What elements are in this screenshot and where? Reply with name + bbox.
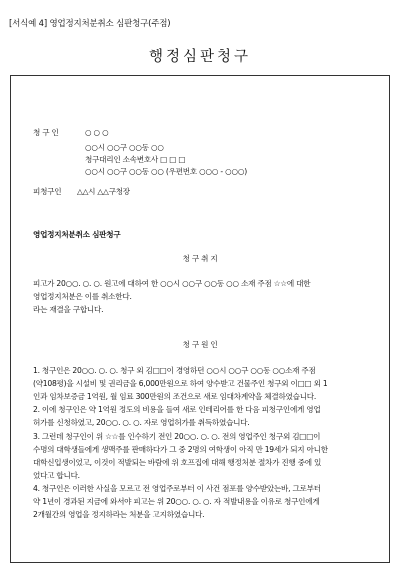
claimant-agent: 청구대리인 소속변호사 □ □ □ <box>85 155 186 164</box>
reason-line: (약108평)을 시설비 및 권리금을 6,000만원으로 하여 양수받고 건물주인 청구외 이□□ 외 1 <box>33 379 328 388</box>
reasons-heading: 청 구 원 인 <box>182 340 218 349</box>
purpose-line: 라는 재결을 구합니다. <box>33 305 104 314</box>
reason-line: 인과 임차보증금 1억원, 월 임료 300만원의 조건으로 새로 임대차계약을 체결하였습니다. <box>33 392 317 401</box>
reason-line: 2개월간의 영업을 정지하라는 처분을 고지하였습니다. <box>33 510 205 519</box>
reason-line: 2. 이에 청구인은 약 1억원 정도의 비용을 들여 새로 인테리어를 한 다음 피청구인에게 영업 <box>33 405 321 414</box>
reason-line: 1. 청구인은 20○○. ○. ○. 청구 외 김□□이 경영하던 ○○시 ○○구 ○○동 ○○소재 주점 <box>33 366 316 375</box>
reason-line: 대학신입생이었고, 이것이 적발되는 바람에 위 호프집에 대해 행정처분 절차가 진행 중에 있 <box>33 458 322 467</box>
respondent-label: 피청구인 <box>33 187 62 196</box>
purpose-line: 피고가 20○○. ○. ○. 원고에 대하여 한 ○○시 ○○구 ○○동 ○○ 소재 주점 ☆☆에 대한 <box>33 279 311 288</box>
reason-line: 었다고 합니다. <box>33 471 80 480</box>
respondent-name: △△시 △△구청장 <box>77 187 130 196</box>
purpose-heading: 청 구 취 지 <box>182 254 218 263</box>
reason-line: 수명의 대학생들에게 생맥주를 판매하다가 그 중 2명의 여학생이 아직 만 19세가 되지 아니한 <box>33 445 328 454</box>
claimant-label: 청 구 인 <box>33 128 59 137</box>
purpose-line: 영업정지처분은 이를 취소한다. <box>33 292 132 301</box>
document-title: 행정심판청구 <box>148 49 252 65</box>
reason-line: 약 1년이 경과된 지금에 와서야 피고는 위 20○○. ○. ○. 자 적발내용을 이유로 청구인에게 <box>33 497 320 506</box>
claimant-address: ○○시 ○○구 ○○동 ○○ <box>85 143 164 152</box>
reason-line: 4. 청구인은 이러한 사실을 모르고 전 영업주로부터 이 사건 점포를 양수받았는바, 그로부터 <box>33 484 321 493</box>
case-title: 영업정지처분취소 심판청구 <box>33 230 121 239</box>
claimant-name: ○ ○ ○ <box>85 128 109 137</box>
reason-line: 3. 그런데 청구인이 위 ☆☆를 인수하기 전인 20○○. ○. ○. 전의 영업주인 청구외 김□□이 <box>33 432 321 441</box>
form-label: [서식예 4] 영업정지처분취소 심판청구(주점) <box>9 19 171 29</box>
claimant-agent-address: ○○시 ○○구 ○○동 ○○ (우편번호 ○○○ - ○○○) <box>85 167 247 176</box>
reason-line: 허가를 신청하였고, 20○○. ○. ○. 자로 영업허가를 취득하였습니다. <box>33 418 250 427</box>
